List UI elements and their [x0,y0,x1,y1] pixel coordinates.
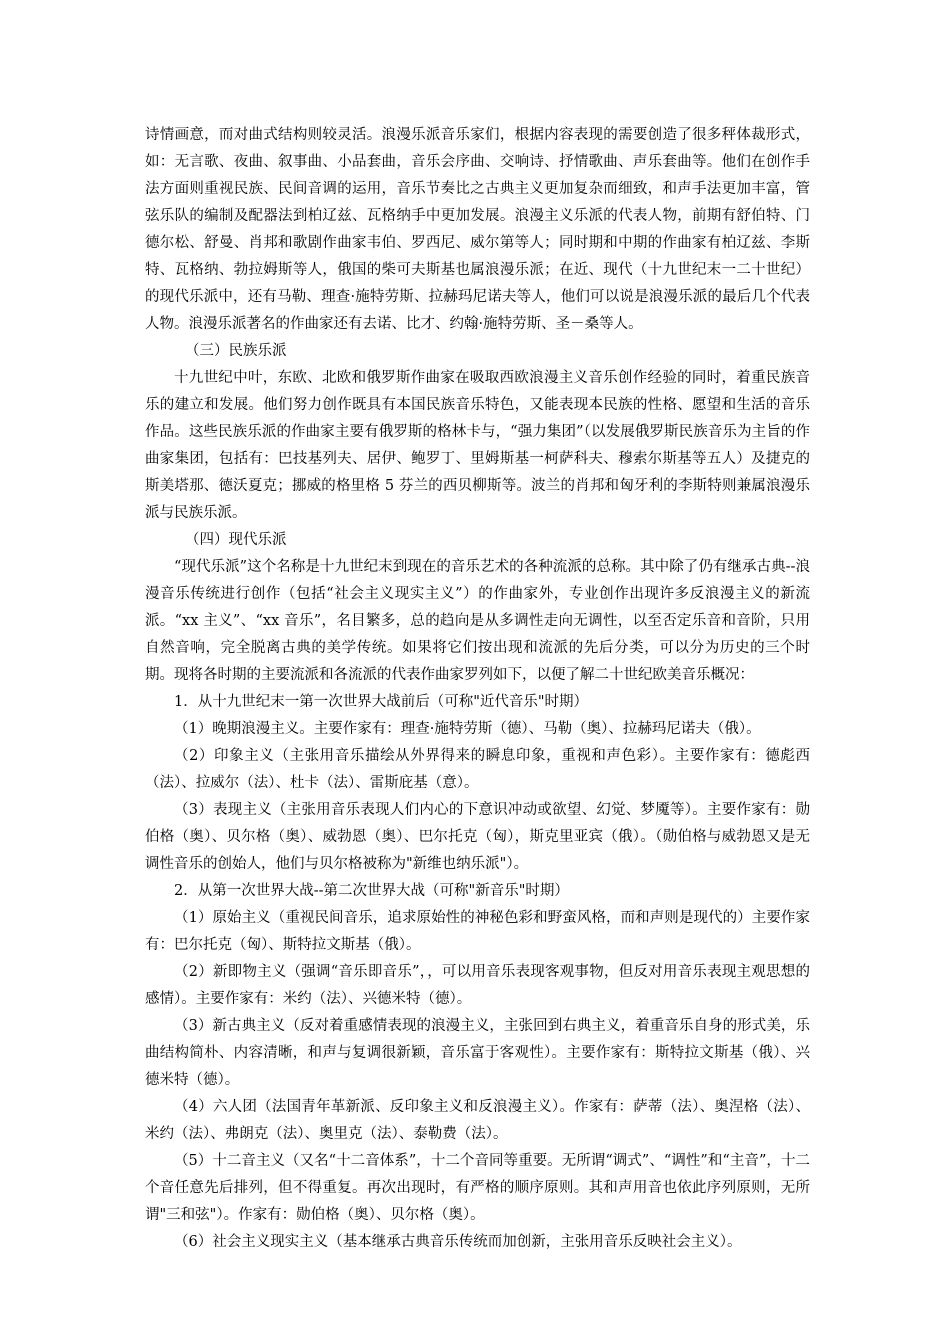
period-heading-1: 1．从十九世纪末一第一次世界大战前后（可称"近代音乐"时期） [174,694,589,710]
list-item-expressionism: （3）表现主义（主张用音乐表现人们内心的下意识冲动或欲望、幻觉、梦魇等）。主要作家有：勋伯格（奥）、贝尔格（奥）、威勃恩（奥）、巴尔托克（匈），斯克里亚宾（俄）。（勋伯格与威勃恩又是无调性音乐的创始人，他们与贝尔格被称为"新维也纳乐派"）。 [145,802,810,872]
period-heading-2: 2．从第一次世界大战--第二次世界大战（可称"新音乐"时期） [174,883,569,899]
list-item-late-romanticism: （1）晚期浪漫主义。主要作家有：理查·施特劳斯（德）、马勒（奥）、拉赫玛尼诺夫（俄）。 [174,721,761,737]
list-item-primitivism: （1）原始主义（重视民间音乐，追求原始性的神秘色彩和野蛮风格，而和声则是现代的）主要作家有：巴尔托克（匈）、斯特拉文斯基（俄）。 [145,910,810,953]
list-item-socialist-realism: （6）社会主义现实主义（基本继承古典音乐传统而加创新，主张用音乐反映社会主义）。 [174,1234,742,1250]
list-item-new-objectivity: （2）新即物主义（强调“音乐即音乐”，，可以用音乐表现客观事物，但反对用音乐表现主观思想的感情）。主要作家有：米约（法）、兴德米特（德）。 [145,964,810,1007]
paragraph-national-school: 十九世纪中叶，东欧、北欧和俄罗斯作曲家在吸取西欧浪漫主义音乐创作经验的同时，着重民族音乐的建立和发展。他们努力创作既具有本国民族音乐特色，又能表现本民族的性格、愿望和生活的音乐作品。这些民族乐派的作曲家主要有俄罗斯的格林卡与，“强力集团”（以发展俄罗斯民族音乐为主旨的作曲家集团，包括有：巴技基列夫、居伊、鲍罗丁、里姆斯基一柯萨科夫、穆索尔斯基等五人）及捷克的斯美塔那、德沃夏克；挪威的格里格 5 芬兰的西贝柳斯等。波兰的肖邦和匈牙利的李斯特则兼属浪漫乐派与民族乐派。 [145,370,810,521]
document-body [145,122,810,1256]
paragraph-romantic-school: 诗情画意，而对曲式结构则较灵活。浪漫乐派音乐家们，根据内容表现的需要创造了很多秤体裁形式，如：无言歌、夜曲、叙事曲、小品套曲，音乐会序曲、交响诗、抒情歌曲、声乐套曲等。他们在创作手法方面则重视民族、民间音调的运用，音乐节奏比之古典主义更加复杂而细致，和声手法更加丰富，管弦乐队的编制及配器法到柏辽兹、瓦格纳手中更加发展。浪漫主义乐派的代表人物，前期有舒伯特、门德尔松、舒曼、肖邦和歌剧作曲家韦伯、罗西尼、威尔第等人；同时期和中期的作曲家有柏辽兹、李斯特、瓦格纳、勃拉姆斯等人，俄国的柴可夫斯基也属浪漫乐派；在近、现代（十九世纪末一二十世纪）的现代乐派中，还有马勒、理查·施特劳斯、拉赫玛尼诺夫等人，他们可以说是浪漫乐派的最后几个代表人物。浪漫乐派著名的作曲家还有去诺、比才、约翰·施特劳斯、圣－桑等人。 [145,127,810,332]
list-item-neoclassicism: （3）新古典主义（反对着重感情表现的浪漫主义，主张回到右典主义，着重音乐自身的形式美，乐曲结构简朴、内容清晰，和声与复调很新颖，音乐富于客观性）。主要作家有：斯特拉文斯基（俄）、兴德米特（德）。 [145,1018,810,1088]
heading-modern-school: （四）现代乐派 [185,532,287,548]
paragraph-modern-school: “现代乐派”这个名称是十九世纪末到现在的音乐艺术的各种流派的总称。其中除了仍有继承古典--浪漫音乐传统进行创作（包括“社会主义现实主义”）的作曲家外，专业创作出现许多反浪漫主义的新流派。“xx 主义”、“xx 音乐”，名目繁多，总的趋向是从多调性走向无调性，以至否定乐音和音阶，只用自然音响，完全脱离古典的美学传统。如果将它们按出现和流派的先后分类，可以分为历史的三个时期。现将各时期的主要流派和各流派的代表作曲家罗列如下，以便了解二十世纪欧美音乐概况： [145,559,810,683]
list-item-impressionism: （2）印象主义（主张用音乐描绘从外界得来的瞬息印象，重视和声色彩）。主要作家有：德彪西（法）、拉威尔（法）、杜卡（法）、雷斯庇基（意）。 [145,748,810,791]
list-item-twelve-tone: （5）十二音主义（又名“十二音体系”，十二个音同等重要。无所谓“调式”、“调性”和“主音”，十二个音任意先后排列，但不得重复。再次出现时，有严格的顺序原则。其和声用音也依此序列原则，无所谓"三和弦"）。作家有：勋伯格（奥）、贝尔格（奥）。 [145,1153,810,1223]
list-item-les-six: （4）六人团（法国青年革新派、反印象主义和反浪漫主义）。作家有：萨蒂（法）、奥涅格（法）、米约（法）、弗朗克（法）、奥里克（法）、泰勒费（法）。 [145,1099,810,1142]
heading-national-school: （三）民族乐派 [185,343,287,359]
